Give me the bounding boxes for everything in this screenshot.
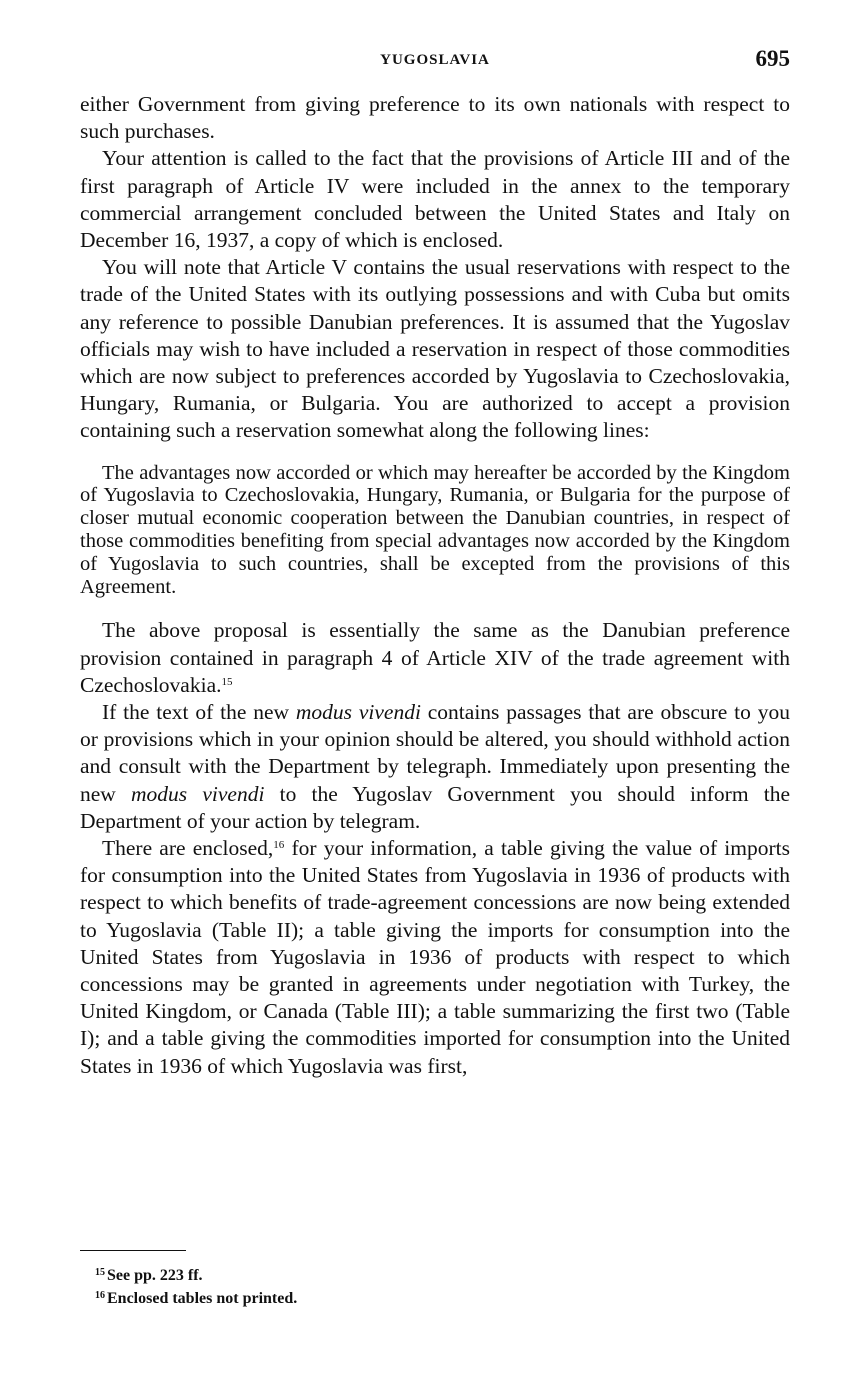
paragraph-5-text-c: to the Yugoslav Government you should inform the Department of your action by telegram. [80,781,791,833]
paragraph-5-text-b: contains passages that are obscure to you or provisions which in your opinion should be altered, you should withhold action and consult with the Department by telegraph. Immediately upon presenting the new [80,700,790,806]
footnote-mark: 16 [95,1290,105,1301]
paragraph-6-text-b: for your information, a table giving the value of imports for consumption into the United States from Yugoslavia in 1936 of products with respect to which benefits of trade-agreement concessions are now being extended to Yugoslavia (Table II); a table giving the imports for consumption into the United States from Yugoslavia in 1936 of products with respect to which concessions may be granted in agreements under negotiation with Turkey, the United Kingdom, or Canada (Table III); a table summarizing the first two (Table I); and a table giving the commodities imported for consumption into the United States in 1936 of which Yugoslavia was first, [80,836,790,1078]
paragraph-4 [80,617,790,699]
footnote-rule [80,1250,186,1251]
footnote-text: See pp. 223 ff. [107,1267,203,1284]
modus-vivendi-italic-2: modus vivendi [131,781,265,806]
paragraph-2: Your attention is called to the fact that the provisions of Article III and of the first paragraph of Article IV were included in the annex to the temporary commercial arrangement concluded between the United States and Italy on December 16, 1937, a copy of which is enclosed. [80,146,790,253]
paragraph-5-text-a: If the text of the new [102,700,296,725]
modus-vivendi-italic-1: modus vivendi [295,700,421,725]
footnote-16 [95,1286,297,1309]
page-number: 695 [755,46,790,71]
page-header [80,46,790,80]
paragraph-3: You will note that Article V contains the usual reservations with respect to the trade of the United States with its outlying possessions and with Cuba but omits any reference to possible Danubian preferences. It is assumed that the Yugoslav officials may wish to have included a reservation in respect of those commodities which are now subject to preferences accorded by Yugoslavia to Czechoslovakia, Hungary, Rumania, or Bulgaria. You are authorized to accept a provision containing such a reservation somewhat along the following lines: [80,255,790,443]
paragraph-6-text-a: There are enclosed, [102,836,274,861]
block-quote [80,462,790,599]
quote-text: The advantages now accorded or which may hereafter be accorded by the Kingdom of Yugoslavia to Czechoslovakia, Hungary, Rumania, or Bulgaria for the purpose of closer mutual economic cooperation between the Danubian countries, in respect of those commodities benefiting from special advantages now accorded by the Kingdom of Yugoslavia to such countries, shall be excepted from the provisions of this Agreement. [80,461,790,598]
footnote-text: Enclosed tables not printed. [107,1290,298,1307]
paragraph-5 [80,699,790,835]
body-text [80,91,790,1080]
paragraph-1: either Government from giving preference to its own nationals with respect to such purchases. [80,92,790,144]
footnotes [95,1263,297,1309]
running-head: YUGOSLAVIA [380,52,490,68]
footnote-ref-16: 16 [273,839,285,852]
footnote-15 [95,1263,297,1286]
footnote-mark: 15 [95,1267,105,1278]
paragraph-4-text: The above proposal is essentially the same as the Danubian preference provision contained in paragraph 4 of Article XIV of the trade agreement with Czechoslovakia. [80,618,790,697]
paragraph-6 [80,835,790,1080]
footnote-ref-15: 15 [221,675,233,688]
